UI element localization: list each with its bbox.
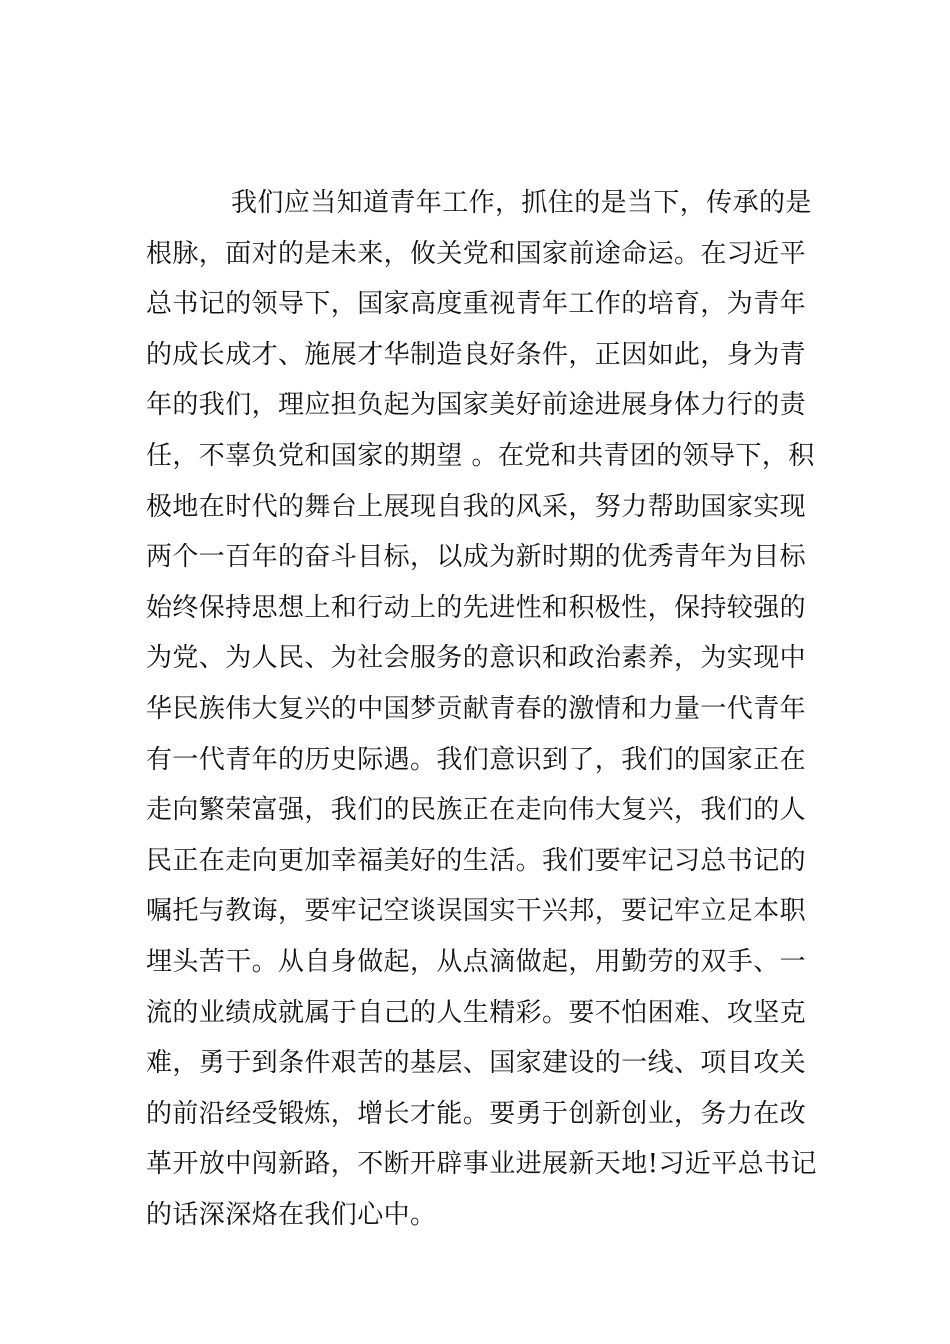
paragraph-line: 民正在走向更加幸福美好的生活。我们要牢记习总书记的	[146, 845, 807, 876]
paragraph-line: 走向繁荣富强，我们的民族正在走向伟大复兴，我们的人	[146, 795, 807, 826]
paragraph-line: 极地在时代的舞台上展现自我的风采，努力帮助国家实现	[146, 491, 807, 522]
paragraph-line: 的话深深烙在我们心中。	[146, 1199, 437, 1230]
body-paragraph	[146, 178, 816, 1240]
paragraph-line: 华民族伟大复兴的中国梦贡献青春的激情和力量一代青年	[146, 693, 807, 724]
paragraph-line: 有一代青年的历史际遇。我们意识到了，我们的国家正在	[146, 744, 807, 775]
paragraph-line: 为党、为人民、为社会服务的意识和政治素养，为实现中	[146, 643, 807, 674]
paragraph-line: 始终保持思想上和行动上的先进性和积极性，保持较强的	[146, 592, 807, 623]
paragraph-line: 我们应当知道青年工作，抓住的是当下，传承的是	[231, 188, 812, 218]
paragraph-line: 根脉，面对的是未来，攸关党和国家前途命运。在习近平	[146, 238, 807, 269]
paragraph-line: 的成长成才、施展才华制造良好条件，正因如此，身为青	[146, 339, 807, 370]
paragraph-line: 革开放中闯新路，不断开辟事业进展新天地!习近平总书记	[146, 1149, 817, 1180]
paragraph-line: 总书记的领导下，国家高度重视青年工作的培育，为青年	[146, 289, 807, 320]
paragraph-line: 埋头苦干。从自身做起，从点滴做起，用勤劳的双手、一	[146, 946, 807, 977]
paragraph-line: 两个一百年的奋斗目标，以成为新时期的优秀青年为目标	[146, 542, 807, 573]
paragraph-line: 嘱托与教诲，要牢记空谈误国实干兴邦，要记牢立足本职	[146, 896, 807, 927]
paragraph-line: 任，不辜负党和国家的期望 。在党和共青团的领导下，积	[146, 440, 815, 471]
paragraph-line: 流的业绩成就属于自己的人生精彩。要不怕困难、攻坚克	[146, 997, 807, 1028]
paragraph-line: 难，勇于到条件艰苦的基层、国家建设的一线、项目攻关	[146, 1048, 807, 1079]
paragraph-line: 的前沿经受锻炼，增长才能。要勇于创新创业，务力在改	[146, 1098, 807, 1129]
paragraph-line: 年的我们，理应担负起为国家美好前途进展身体力行的责	[146, 390, 807, 421]
